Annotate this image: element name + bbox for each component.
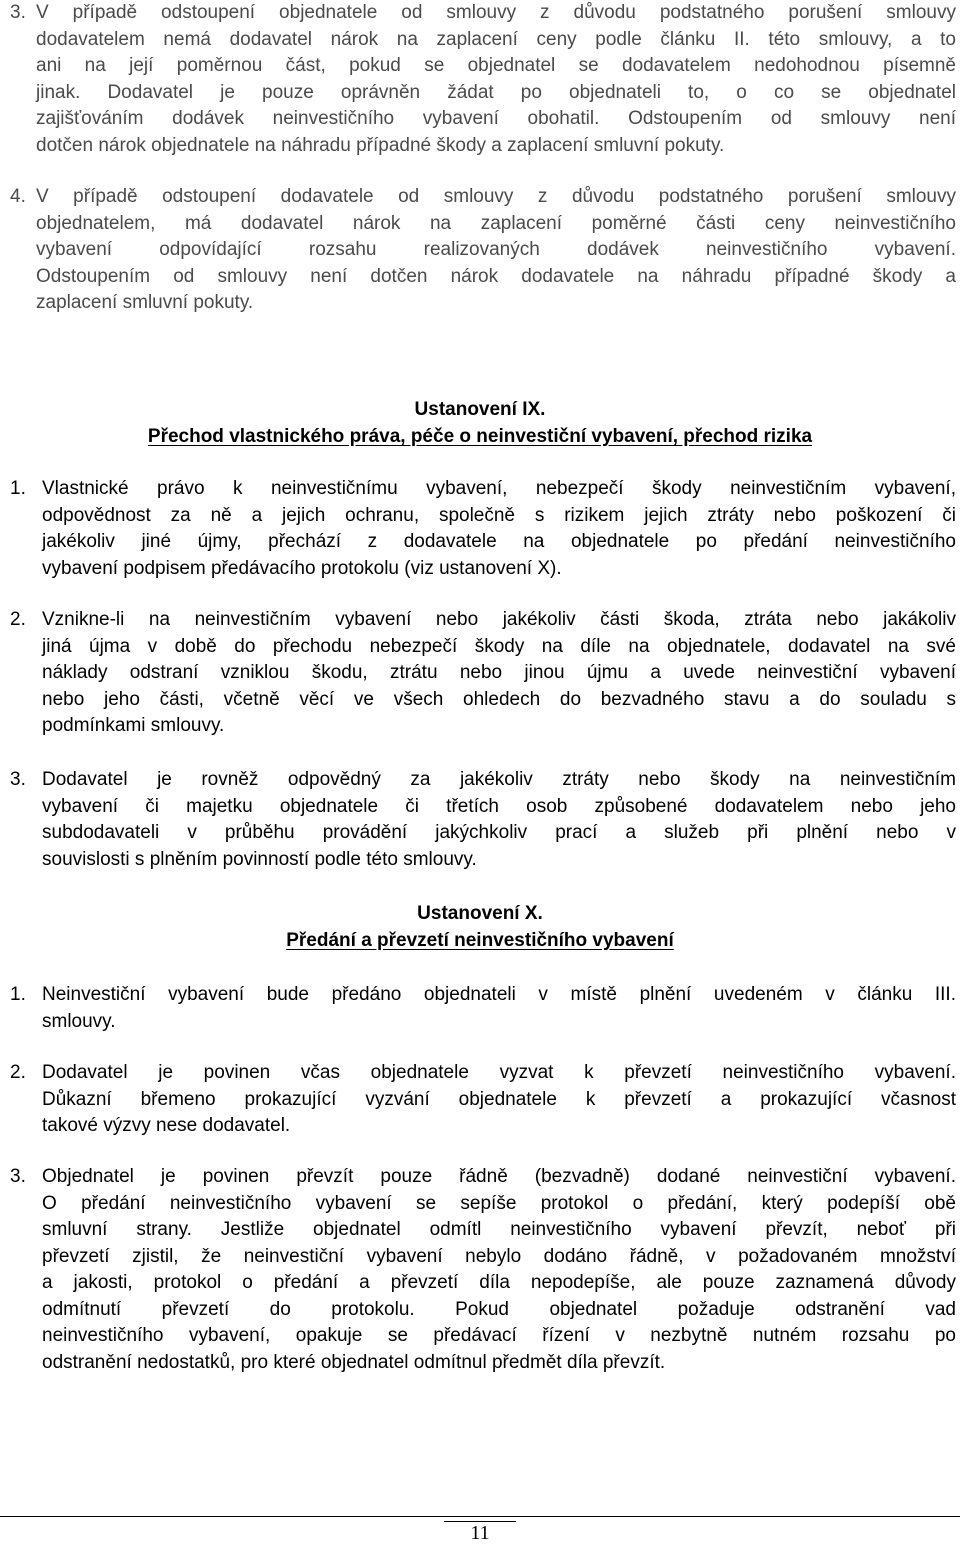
text-line: subdodavateli v průběhu provádění jakýchkoliv prací a služeb při plnění nebo v xyxy=(42,822,956,843)
text-line: Důkazní břemeno prokazující vyzvání objednatele k převzetí a prokazující včasnost xyxy=(42,1088,956,1110)
text-line: zaplacení smluvní pokuty. xyxy=(36,292,254,313)
section-title: Ustanovení IX. xyxy=(414,399,546,420)
text-line: souvislosti s plněním povinností podle této smlouvy. xyxy=(42,848,477,870)
text-line: V případě odstoupení objednatele od smlouvy z důvodu podstatného porušení smlouvy xyxy=(36,2,956,23)
text-line: odmítnutí převzetí do protokolu. Pokud objednatel požaduje odstranění vad xyxy=(42,1298,956,1320)
paragraph-number: 3. xyxy=(10,2,26,23)
page-number: 11 xyxy=(470,1522,490,1544)
footer-divider xyxy=(0,1516,960,1517)
text-line: V případě odstoupení dodavatele od smlouvy z důvodu podstatného porušení smlouvy xyxy=(36,186,956,207)
text-line: Objednatel je povinen převzít pouze řádně (bezvadně) dodané neinvestiční vybavení. xyxy=(42,1166,956,1187)
text-line: podmínkami smlouvy. xyxy=(42,715,225,736)
paragraph-ix-1 xyxy=(42,476,956,582)
text-line: dotčen nárok objednatele na náhradu případné škody a zaplacení smluvní pokuty. xyxy=(36,134,725,156)
paragraph-ix-2 xyxy=(42,607,956,740)
text-line: Vlastnické právo k neinvestičnímu vybavení, nebezpečí škody neinvestičním vybavení, xyxy=(42,478,956,499)
text-line: vybavení podpisem předávacího protokolu (viz ustanovení X). xyxy=(42,557,562,579)
text-line: vybavení či majetku objednatele či třetích osob způsobené dodavatelem nebo jeho xyxy=(42,795,956,817)
text-line: smluvní strany. Jestliže objednatel odmítl neinvestičního vybavení převzít, neboť při xyxy=(42,1219,956,1240)
text-line: náklady odstraní vzniklou škodu, ztrátu nebo jinou újmu a uvede neinvestiční vybavení xyxy=(42,662,956,683)
paragraph-x-2 xyxy=(42,1060,956,1140)
text-line: takové výzvy nese dodavatel. xyxy=(42,1115,291,1136)
paragraph-viii-3 xyxy=(36,0,956,159)
text-line: Dodavatel je rovněž odpovědný za jakékoliv ztráty nebo škody na neinvestičním xyxy=(42,769,956,790)
paragraph-viii-4 xyxy=(36,184,956,317)
text-line: Dodavatel je povinen včas objednatele vyzvat k převzetí neinvestičního vybavení. xyxy=(42,1062,956,1083)
paragraph-number: 3. xyxy=(10,1166,26,1187)
text-line: odstranění nedostatků, pro které objednatel odmítnul předmět díla převzít. xyxy=(42,1351,666,1373)
paragraph-number: 2. xyxy=(10,609,26,630)
text-line: objednatelem, má dodavatel nárok na zaplacení poměrné části ceny neinvestičního xyxy=(36,212,956,234)
text-line: Odstoupením od smlouvy není dotčen nárok dodavatele na náhradu případné škody a xyxy=(36,265,956,287)
text-line: vybavení odpovídající rozsahu realizovaných dodávek neinvestičního vybavení. xyxy=(36,239,956,260)
text-line: zajišťováním dodávek neinvestičního vybavení obohatil. Odstoupením od smlouvy není xyxy=(36,108,956,129)
text-line: O předání neinvestičního vybavení se sepíše protokol o předání, který podepíší obě xyxy=(42,1192,956,1214)
paragraph-x-3 xyxy=(42,1164,956,1376)
text-line: nebo jeho části, včetně věcí ve všech ohledech do bezvadného stavu a do souladu s xyxy=(42,688,956,710)
text-line: smlouvy. xyxy=(42,1010,116,1032)
text-line: odpovědnost za ně a jejich ochranu, společně s rizikem jejich ztráty nebo poškození či xyxy=(42,504,956,526)
text-line: převzetí zjistil, že neinvestiční vybavení nebylo dodáno řádně, v požadovaném množství xyxy=(42,1245,956,1267)
text-line: jinak. Dodavatel je pouze oprávněn žádat po objednateli to, o co se objednatel xyxy=(36,81,956,103)
text-line: a jakosti, protokol o předání a převzetí díla nepodepíše, ale pouze zaznamená důvody xyxy=(42,1272,956,1293)
paragraph-x-1 xyxy=(42,982,956,1035)
section-subtitle: Předání a převzetí neinvestičního vybavení xyxy=(286,930,674,951)
text-line: jiná újma v době do přechodu nebezpečí škody na díle na objednatele, dodavatel na své xyxy=(42,635,956,657)
paragraph-number: 1. xyxy=(10,984,26,1005)
paragraph-number: 3. xyxy=(10,769,26,790)
text-line: neinvestičního vybavení, opakuje se předávací řízení v nezbytně nutném rozsahu po xyxy=(42,1325,956,1346)
text-line: Vznikne-li na neinvestičním vybavení nebo jakékoliv části škoda, ztráta nebo jakákoliv xyxy=(42,609,956,630)
section-subtitle: Přechod vlastnického práva, péče o neinvestiční vybavení, přechod rizika xyxy=(147,426,813,447)
text-line: Neinvestiční vybavení bude předáno objednateli v místě plnění uvedeném v článku III. xyxy=(42,984,956,1005)
paragraph-number: 4. xyxy=(10,186,26,207)
text-line: jakékoliv jiné újmy, přechází z dodavatele na objednatele po předání neinvestičního xyxy=(42,531,956,552)
paragraph-ix-3 xyxy=(42,767,956,873)
section-title: Ustanovení X. xyxy=(417,903,543,924)
text-line: ani na její poměrnou část, pokud se objednatel se dodavatelem nedohodnou písemně xyxy=(36,55,956,76)
paragraph-number: 2. xyxy=(10,1062,26,1083)
paragraph-number: 1. xyxy=(10,478,26,499)
text-line: dodavatelem nemá dodavatel nárok na zaplacení ceny podle článku II. této smlouvy, a to xyxy=(36,28,956,50)
